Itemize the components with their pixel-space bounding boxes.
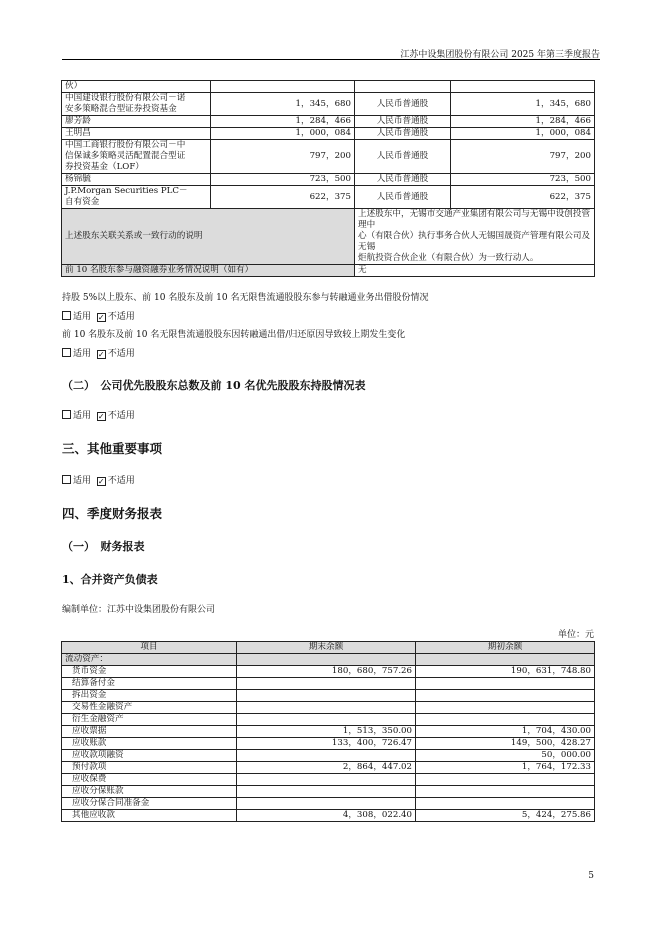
shareholder-row [62, 174, 595, 186]
end-balance: 133，400，726.47 [237, 738, 416, 750]
statements-subheading: （一） 财务报表 [62, 540, 145, 553]
share-type: 人民币普通股 [355, 186, 451, 209]
share-type: 人民币普通股 [355, 116, 451, 128]
col-header-begin-balance: 期初余额 [416, 642, 595, 654]
shareholder-name [62, 116, 211, 128]
share-count: 1，000，084 [451, 128, 595, 140]
balance-item: 拆出资金 [62, 690, 237, 702]
apply-label: 适用 [73, 411, 92, 421]
balance-row [62, 678, 595, 690]
share-count [451, 81, 595, 93]
shares-held: 622，375 [211, 186, 355, 209]
begin-balance: 149，500，428.27 [416, 738, 595, 750]
balance-row [62, 702, 595, 714]
end-balance [237, 774, 416, 786]
shareholder-name-line: 杨锦毓 [65, 174, 91, 184]
shareholder-name-line: 安多策略混合型证券投资基金 [65, 104, 177, 114]
change-paragraph: 前 10 名股东及前 10 名无限售流通股股东因转融通出借/归还原因导致较上期发生变化 [62, 330, 406, 340]
shareholder-name [62, 174, 211, 186]
share-count: 797，200 [451, 140, 595, 174]
share-type: 人民币普通股 [355, 140, 451, 174]
begin-balance: 1，764，172.33 [416, 762, 595, 774]
end-balance [237, 786, 416, 798]
col-header-end-balance: 期末余额 [237, 642, 416, 654]
balance-row [62, 690, 595, 702]
begin-balance [416, 774, 595, 786]
balance-row [62, 774, 595, 786]
shareholder-name-line: 伙） [65, 81, 83, 91]
check-mark-icon: ✓ [97, 412, 105, 421]
col-header-item: 项目 [62, 642, 237, 654]
balance-row [62, 798, 595, 810]
preferred-shares-heading: （二） 公司优先股股东总数及前 10 名优先股股东持股情况表 [62, 379, 366, 392]
shareholder-name-line: 中国建设银行股份有限公司－诺 [65, 93, 186, 103]
balance-row [62, 810, 595, 822]
not-apply-checkbox-checked[interactable] [97, 412, 106, 421]
shareholder-row [62, 128, 595, 140]
relation-text-line: 心（有限合伙）执行事务合伙人无锡国晟资产管理有限公司及无锡 [358, 231, 591, 252]
balance-item: 预付款项 [62, 762, 237, 774]
shareholder-name-line: 廖芳龄 [65, 116, 91, 126]
begin-balance [416, 786, 595, 798]
balance-item: 应收分保账款 [62, 786, 237, 798]
not-apply-checkbox-checked[interactable] [97, 313, 106, 322]
shareholder-name [62, 186, 211, 209]
section-row [62, 654, 595, 666]
shareholder-name [62, 81, 211, 93]
unit-label: 单位：元 [557, 630, 594, 640]
page-number: 5 [588, 871, 594, 881]
other-matters-checkbox-row [62, 473, 135, 486]
preferred-checkbox-row [62, 408, 135, 421]
apply-checkbox[interactable] [62, 348, 71, 357]
not-apply-label: 不适用 [107, 349, 135, 359]
end-balance: 2，864，447.02 [237, 762, 416, 774]
top-shareholders-table [61, 80, 595, 277]
margin-trading-row [62, 265, 595, 277]
balance-item: 交易性金融资产 [62, 702, 237, 714]
balance-row [62, 666, 595, 678]
lending-paragraph: 持股 5%以上股东、前 10 名股东及前 10 名无限售流通股股东参与转融通业务出借股份情况 [62, 293, 429, 303]
not-apply-label: 不适用 [107, 411, 135, 421]
shareholder-row [62, 81, 595, 93]
shareholder-name [62, 93, 211, 116]
shareholder-name-line: J.P.Morgan Securities PLC－ [65, 186, 188, 196]
change-checkbox-row [62, 346, 135, 359]
balance-item: 货币资金 [62, 666, 237, 678]
balance-row [62, 786, 595, 798]
shares-held: 723，500 [211, 174, 355, 186]
margin-trading-value: 无 [355, 265, 595, 277]
preparer-line: 编制单位：江苏中设集团股份有限公司 [62, 605, 216, 615]
shareholder-name [62, 140, 211, 174]
balance-item: 衍生金融资产 [62, 714, 237, 726]
end-balance: 1，513，350.00 [237, 726, 416, 738]
begin-balance: 1，704，430.00 [416, 726, 595, 738]
shareholder-name-line: 中国工商银行股份有限公司－中 [65, 140, 186, 150]
balance-item: 结算备付金 [62, 678, 237, 690]
apply-label: 适用 [73, 312, 92, 322]
share-type [355, 81, 451, 93]
end-balance [237, 690, 416, 702]
shares-held: 797，200 [211, 140, 355, 174]
share-count: 622，375 [451, 186, 595, 209]
end-balance [237, 798, 416, 810]
share-type: 人民币普通股 [355, 174, 451, 186]
shareholder-name-line: 自有资金 [65, 197, 100, 207]
balance-sheet-table [61, 641, 595, 822]
shareholder-name-line: 王明昌 [65, 128, 91, 138]
apply-checkbox[interactable] [62, 311, 71, 320]
check-mark-icon: ✓ [97, 313, 105, 322]
begin-balance: 5，424，275.86 [416, 810, 595, 822]
end-balance [237, 654, 416, 666]
relation-text-line: 炬航投资合伙企业（有限合伙）为一致行动人。 [358, 253, 539, 263]
begin-balance: 190，631，748.80 [416, 666, 595, 678]
balance-item: 其他应收款 [62, 810, 237, 822]
balance-sheet-heading: 1、合并资产负债表 [62, 573, 158, 586]
shareholder-row [62, 140, 595, 174]
balance-row [62, 762, 595, 774]
balance-item: 应收账款 [62, 738, 237, 750]
relation-label: 上述股东关联关系或一致行动的说明 [62, 209, 355, 265]
lending-checkbox-row [62, 309, 135, 322]
not-apply-checkbox-checked[interactable] [97, 350, 106, 359]
not-apply-label: 不适用 [107, 476, 135, 486]
header-divider [62, 59, 600, 60]
not-apply-label: 不适用 [107, 312, 135, 322]
apply-label: 适用 [73, 349, 92, 359]
apply-label: 适用 [73, 476, 92, 486]
balance-row [62, 738, 595, 750]
apply-checkbox[interactable] [62, 475, 71, 484]
balance-item: 应收保费 [62, 774, 237, 786]
check-mark-icon: ✓ [97, 350, 105, 359]
begin-balance [416, 798, 595, 810]
begin-balance [416, 702, 595, 714]
balance-row [62, 750, 595, 762]
page-header: 江苏中设集团股份有限公司 2025 年第三季度报告 [400, 50, 600, 60]
share-type: 人民币普通股 [355, 128, 451, 140]
end-balance [237, 714, 416, 726]
shareholder-row [62, 93, 595, 116]
relation-text [355, 209, 595, 265]
begin-balance: 50，000.00 [416, 750, 595, 762]
end-balance: 4，308，022.40 [237, 810, 416, 822]
balance-item: 应收票据 [62, 726, 237, 738]
balance-item: 流动资产： [62, 654, 237, 666]
balance-item: 应收分保合同准备金 [62, 798, 237, 810]
shares-held: 1，000，084 [211, 128, 355, 140]
shares-held: 1，284，466 [211, 116, 355, 128]
end-balance [237, 750, 416, 762]
financial-statements-heading: 四、季度财务报表 [62, 506, 163, 521]
end-balance [237, 678, 416, 690]
shareholder-row [62, 186, 595, 209]
apply-checkbox[interactable] [62, 410, 71, 419]
shares-held [211, 81, 355, 93]
shareholder-name-line: 信保诚多策略灵活配置混合型证 [65, 151, 186, 161]
shareholder-name-line: 券投资基金（LOF） [65, 162, 144, 172]
check-mark-icon: ✓ [97, 477, 105, 486]
relation-row [62, 209, 595, 265]
relation-text-line: 上述股东中，无锡市交通产业集团有限公司与无锡中设创投管理中 [358, 209, 591, 230]
share-count: 723，500 [451, 174, 595, 186]
begin-balance [416, 678, 595, 690]
share-count: 1，345，680 [451, 93, 595, 116]
share-type: 人民币普通股 [355, 93, 451, 116]
balance-item: 应收款项融资 [62, 750, 237, 762]
shares-held: 1，345，680 [211, 93, 355, 116]
balance-row [62, 726, 595, 738]
other-matters-heading: 三、其他重要事项 [62, 441, 163, 456]
begin-balance [416, 690, 595, 702]
balance-row [62, 714, 595, 726]
end-balance [237, 702, 416, 714]
share-count: 1，284，466 [451, 116, 595, 128]
begin-balance [416, 654, 595, 666]
margin-trading-label: 前 10 名股东参与融资融券业务情况说明（如有） [62, 265, 355, 277]
begin-balance [416, 714, 595, 726]
end-balance: 180，680，757.26 [237, 666, 416, 678]
not-apply-checkbox-checked[interactable] [97, 477, 106, 486]
shareholder-row [62, 116, 595, 128]
shareholder-name [62, 128, 211, 140]
